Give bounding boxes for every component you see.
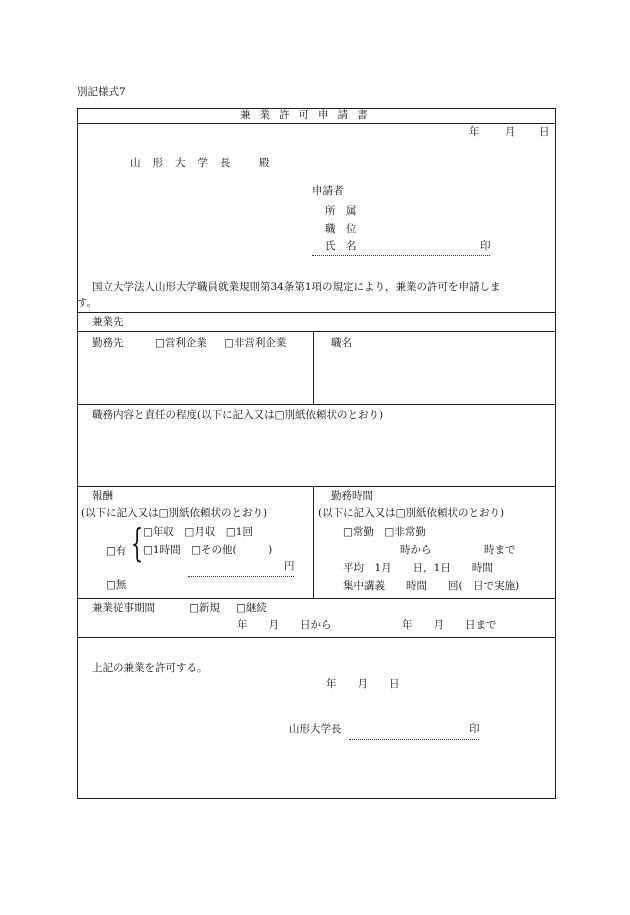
duties-label: 職務内容と責任の程度(以下に記入又は□別紙依頼状のとおり) (92, 409, 384, 421)
remuneration-amount-underline (188, 576, 294, 577)
period-bottom-divider (77, 637, 556, 638)
workplace-option-nonprofit[interactable]: □非営利企業 (224, 337, 287, 349)
job-title-label: 職名 (331, 337, 352, 349)
applicant-name-underline (312, 255, 490, 256)
remuneration-note: (以下に記入又は□別紙依頼状のとおり) (81, 507, 268, 519)
addressee-honorific: 殿 (259, 157, 270, 169)
period-from: 年 月 日から (237, 619, 332, 631)
applicant-seal: 印 (480, 240, 491, 252)
period-option-new[interactable]: □新規 (189, 602, 220, 614)
duties-bottom-divider (77, 486, 556, 487)
workplace-bottom-divider (77, 404, 556, 405)
approval-text: 上記の兼業を許可する。 (92, 662, 208, 674)
section-top-divider (77, 312, 556, 313)
addressee: 山形大学長 (130, 157, 243, 169)
workplace-option-profit[interactable]: □営利企業 (155, 337, 207, 349)
remuneration-divider (313, 486, 314, 598)
title-divider (77, 123, 556, 124)
date-month: 月 (505, 126, 516, 138)
remuneration-brace: { (131, 521, 144, 565)
applicant-name-label: 氏 名 (325, 240, 357, 252)
applicant-heading: 申請者 (312, 185, 344, 197)
remuneration-none[interactable]: □無 (106, 579, 127, 591)
work-hours-label: 勤務時間 (331, 490, 373, 502)
period-to: 年 月 日まで (402, 619, 497, 631)
statement-line-2: す。 (77, 297, 98, 309)
approval-date: 年 月 日 (326, 678, 400, 690)
workplace-label: 勤務先 (92, 337, 124, 349)
workplace-divider (313, 331, 314, 404)
remuneration-label: 報酬 (92, 490, 113, 502)
remuneration-row-1[interactable]: □年収 □月収 □1回 (143, 526, 253, 538)
remuneration-has[interactable]: □有 (106, 545, 127, 557)
work-hours-average: 平均 1月 日，1日 時間 (343, 562, 493, 574)
approval-signer: 山形大学長 (289, 723, 342, 735)
period-option-continue[interactable]: □継続 (236, 602, 267, 614)
work-hours-from: 時から (400, 544, 432, 556)
applicant-position-label: 職 位 (325, 223, 357, 235)
section-header: 兼業先 (92, 316, 124, 328)
remuneration-row-2[interactable]: □1時間 □その他( ) (143, 544, 273, 556)
approval-seal: 印 (469, 723, 480, 735)
statement-line-1: 国立大学法人山形大学職員就業規則第34条第1項の規定により，兼業の許可を申請しま (92, 281, 501, 293)
remuneration-yen: 円 (284, 560, 295, 572)
remuneration-bottom-divider (77, 598, 556, 599)
form-frame (77, 108, 556, 799)
work-hours-type[interactable]: □常勤 □非常勤 (343, 526, 426, 538)
section-header-divider (77, 331, 556, 332)
work-hours-to: 時まで (484, 544, 516, 556)
period-label: 兼業従事期間 (92, 602, 155, 614)
form-title: 兼業許可申請書 (240, 109, 377, 121)
date-year: 年 (469, 126, 480, 138)
applicant-affiliation-label: 所 属 (325, 205, 357, 217)
date-day: 日 (539, 126, 550, 138)
approval-signature-underline (349, 739, 479, 740)
form-label: 別記様式7 (77, 86, 126, 98)
work-hours-intensive: 集中講義 時間 回( 日で実施) (343, 580, 520, 592)
work-hours-note: (以下に記入又は□別紙依頼状のとおり) (318, 507, 505, 519)
